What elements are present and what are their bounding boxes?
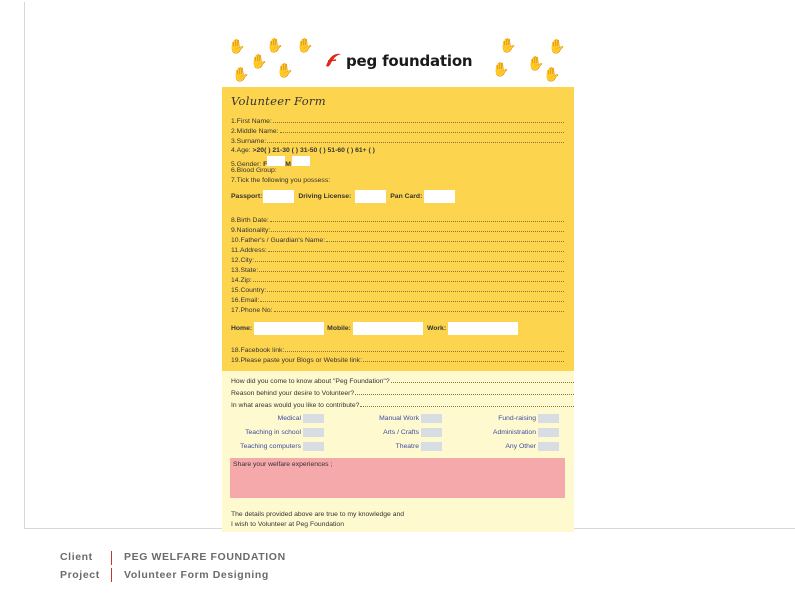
peg-logo-icon xyxy=(322,50,344,72)
project-value: Volunteer Form Designing xyxy=(124,569,269,581)
areas-field[interactable] xyxy=(231,400,574,410)
area-option-label: Teaching in school xyxy=(245,429,301,436)
area-option-label: Theatre xyxy=(395,443,419,450)
area-option[interactable] xyxy=(240,442,324,451)
project-label: Project xyxy=(60,569,100,581)
blogs-label: 19.Please paste your Blogs or Website link: xyxy=(231,357,362,364)
area-option[interactable] xyxy=(493,428,559,437)
phone-label: 17.Phone No: xyxy=(231,307,273,314)
guardian-field[interactable] xyxy=(231,235,564,245)
caption-separator xyxy=(111,551,112,565)
hand-green-icon: ✋ xyxy=(296,38,314,54)
email-field[interactable] xyxy=(231,295,564,305)
area-option-label: Arts / Crafts xyxy=(383,429,419,436)
mobile-phone-label: Mobile: xyxy=(327,325,351,332)
area-checkbox[interactable] xyxy=(538,442,559,451)
area-option[interactable] xyxy=(505,442,559,451)
hand-black-icon: ✋ xyxy=(232,67,250,83)
hand-blue-icon: ✋ xyxy=(228,39,246,55)
hand-yellow-icon: ✋ xyxy=(266,38,284,54)
first-name-label: 1.First Name: xyxy=(231,118,272,125)
city-field[interactable] xyxy=(231,255,564,265)
gender-male-box[interactable] xyxy=(292,156,310,166)
form-title: Volunteer Form xyxy=(231,94,326,108)
area-option[interactable] xyxy=(278,414,324,423)
surname-label: 3.Surname: xyxy=(231,138,267,145)
driving-license-box[interactable] xyxy=(355,190,386,203)
facebook-field[interactable] xyxy=(231,345,564,355)
area-option-label: Medical xyxy=(277,415,301,422)
area-option[interactable] xyxy=(396,442,442,451)
birth-date-label: 8.Birth Date: xyxy=(231,217,269,224)
area-checkbox[interactable] xyxy=(303,442,324,451)
gender-male-label: M xyxy=(285,161,291,168)
zip-label: 14.Zip: xyxy=(231,277,252,284)
first-name-field[interactable] xyxy=(231,116,564,126)
middle-name-label: 2.Middle Name: xyxy=(231,128,279,135)
form-personal-section xyxy=(222,87,574,371)
state-field[interactable] xyxy=(231,265,564,275)
pan-card-label: Pan Card: xyxy=(390,193,423,200)
area-checkbox[interactable] xyxy=(538,414,559,423)
peg-foundation-logo xyxy=(322,50,472,72)
reason-field[interactable] xyxy=(231,388,574,398)
area-option[interactable] xyxy=(379,414,442,423)
nationality-label: 9.Nationality: xyxy=(231,227,271,234)
gender-field xyxy=(231,156,310,166)
home-phone-box[interactable] xyxy=(254,322,324,335)
pan-card-box[interactable] xyxy=(424,190,455,203)
area-checkbox[interactable] xyxy=(303,428,324,437)
gender-label: 5.Gender: xyxy=(231,161,262,168)
area-option-label: Fund-raising xyxy=(498,415,536,422)
hand-purple-icon: ✋ xyxy=(276,63,294,79)
declaration-line: The details provided above are true to my knowledge and xyxy=(231,511,405,518)
work-phone-label: Work: xyxy=(426,325,447,332)
birth-date-field[interactable] xyxy=(231,215,564,225)
age-label: 4.Age: xyxy=(231,147,251,154)
facebook-label: 18.Facebook link: xyxy=(231,347,285,354)
address-field[interactable] xyxy=(231,245,564,255)
reason-label: Reason behind your desire to Volunteer? xyxy=(231,390,355,397)
state-label: 13.State: xyxy=(231,267,259,274)
city-label: 12.City: xyxy=(231,257,255,264)
address-label: 11.Address: xyxy=(231,247,267,254)
area-checkbox[interactable] xyxy=(303,414,324,423)
hand-lime-icon: ✋ xyxy=(548,39,566,55)
area-option-label: Administration xyxy=(492,429,536,436)
tick-instruction xyxy=(231,176,330,186)
area-checkbox[interactable] xyxy=(421,414,442,423)
form-header xyxy=(222,36,574,87)
driving-license-label: Driving License: xyxy=(298,193,352,200)
share-experiences-textarea[interactable] xyxy=(230,458,565,498)
guardian-label: 10.Father's / Guardian's Name: xyxy=(231,237,326,244)
client-value: PEG WELFARE FOUNDATION xyxy=(124,551,286,563)
mobile-phone-box[interactable] xyxy=(353,322,423,335)
brand-name: peg foundation xyxy=(346,52,473,70)
area-checkbox[interactable] xyxy=(538,428,559,437)
how-know-label: How did you come to know about "Peg Foundation"? xyxy=(231,378,390,385)
area-checkbox[interactable] xyxy=(421,428,442,437)
declaration-line: I wish to Volunteer at Peg Foundation xyxy=(231,521,344,528)
area-option-label: Any Other xyxy=(505,443,536,450)
caption-separator xyxy=(111,568,112,582)
gender-female-label: F xyxy=(263,161,268,168)
work-phone-box[interactable] xyxy=(448,322,518,335)
area-option[interactable] xyxy=(245,428,324,437)
hand-purple-icon-right: ✋ xyxy=(527,56,545,72)
phone-field[interactable] xyxy=(231,305,564,315)
share-experiences-label: Share your welfare experiences ; xyxy=(233,461,333,468)
hand-red-icon: ✋ xyxy=(250,54,268,70)
hand-magenta-icon: ✋ xyxy=(499,38,517,54)
hand-orange-icon: ✋ xyxy=(543,67,561,83)
areas-label: In what areas would you like to contribute? xyxy=(231,402,360,409)
gender-female-box[interactable] xyxy=(267,156,285,166)
age-options[interactable]: >20( ) 21-30 ( ) 31-50 ( ) 51-60 ( ) 61+ ( ) xyxy=(252,147,375,154)
how-know-field[interactable] xyxy=(231,376,574,386)
form-interest-section xyxy=(222,371,574,532)
surname-field[interactable] xyxy=(231,136,564,146)
tick-label: 7.Tick the following you possess: xyxy=(231,177,331,184)
passport-box[interactable] xyxy=(263,190,294,203)
volunteer-form-sheet xyxy=(222,36,574,532)
hand-blue-icon-right: ✋ xyxy=(492,62,510,78)
home-phone-label: Home: xyxy=(231,325,253,332)
declaration xyxy=(231,510,404,530)
blood-group-label: 6.Blood Group: xyxy=(231,167,277,174)
nationality-field[interactable] xyxy=(231,225,564,235)
documents-row xyxy=(231,190,455,203)
email-label: 16.Email: xyxy=(231,297,260,304)
passport-label: Passport: xyxy=(231,193,263,200)
zip-field[interactable] xyxy=(231,275,564,285)
area-option[interactable] xyxy=(383,428,442,437)
blood-group-field[interactable] xyxy=(231,166,277,176)
area-checkbox[interactable] xyxy=(421,442,442,451)
area-option-label: Manual Work xyxy=(379,415,419,422)
blogs-field[interactable] xyxy=(231,355,564,365)
age-field[interactable] xyxy=(231,146,375,156)
country-field[interactable] xyxy=(231,285,564,295)
middle-name-field[interactable] xyxy=(231,126,564,136)
area-option[interactable] xyxy=(498,414,559,423)
area-option-label: Teaching computers xyxy=(240,443,301,450)
client-label: Client xyxy=(60,551,93,563)
phone-numbers-row xyxy=(231,322,518,335)
country-label: 15.Country: xyxy=(231,287,267,294)
